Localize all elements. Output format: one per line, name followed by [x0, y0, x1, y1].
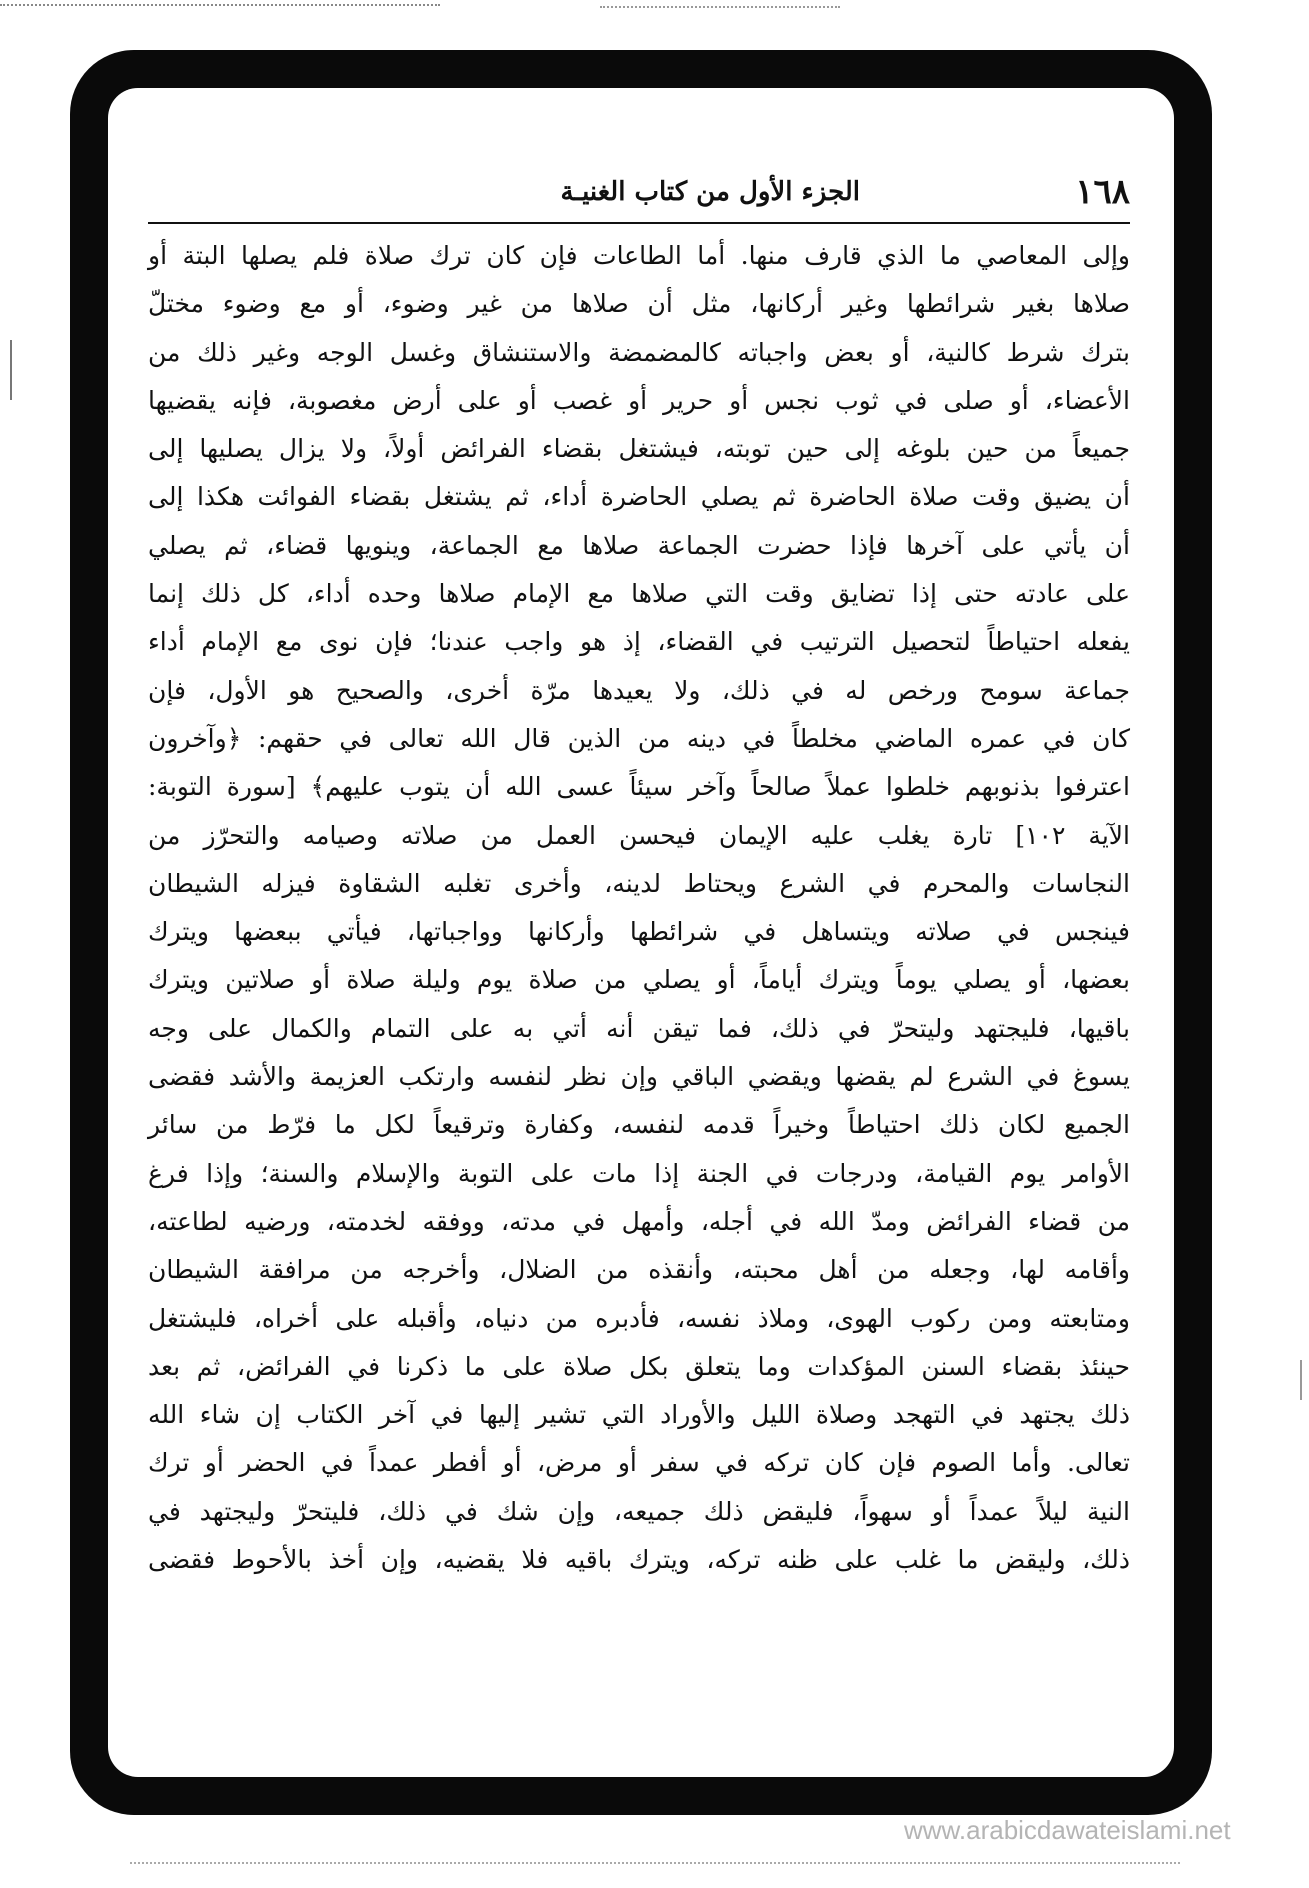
- text-line: فينجس في صلاته ويتساهل في شرائطها وأركانها وواجباتها، فيأتي ببعضها ويترك: [148, 917, 1130, 947]
- watermark: www.arabicdawateislami.net: [904, 1815, 1231, 1845]
- body-text: [148, 232, 1130, 1584]
- text-line: أن يضيق وقت صلاة الحاضرة ثم يصلي الحاضرة أداء، ثم يشتغل بقضاء الفوائت هكذا إلى: [148, 482, 1130, 512]
- text-line: كان في عمره الماضي مخلطاً في دينه من الذين قال الله تعالى في حقهم: ﴿وآخرون: [148, 723, 1130, 753]
- scan-edge-artifact: [600, 6, 840, 8]
- text-line: بترك شرط كالنية، أو بعض واجباته كالمضمضة والاستنشاق وغسل الوجه وغير ذلك من: [148, 337, 1130, 367]
- text-line: وإلى المعاصي ما الذي قارف منها. أما الطاعات فإن كان ترك صلاة فلم يصلها البتة أو: [148, 241, 1130, 270]
- text-line: بعضها، أو يصلي يوماً ويترك أياماً، أو يصلي من صلاة يوم وليلة صلاة أو صلاتين ويترك: [148, 965, 1130, 995]
- running-header: [148, 170, 1130, 214]
- scan-edge-artifact: [130, 1862, 1180, 1864]
- text-line: جميعاً من حين بلوغه إلى حين توبته، فيشتغل بقضاء الفرائض أولاً، ولا يزال يصليها إلى: [148, 434, 1130, 464]
- page-frame: [70, 50, 1231, 1845]
- text-line: الجميع لكان ذلك احتياطاً وخيراً قدمه لنفسه، وكفارة وترقيعاً لكل ما فرّط من سائر: [148, 1110, 1130, 1140]
- page-content-area: [108, 88, 1231, 1845]
- header-rule: [148, 222, 1130, 224]
- text-line: يسوغ في الشرع لم يقضها ويقضي الباقي وإن نظر لنفسه وارتكب العزيمة والأشد فقضى: [148, 1062, 1130, 1092]
- scan-edge-artifact: [10, 340, 12, 400]
- text-line: اعترفوا بذنوبهم خلطوا عملاً صالحاً وآخر سيئاً عسى الله أن يتوب عليهم﴾ [سورة التوبة:: [148, 772, 1130, 802]
- scan-edge-artifact: [1300, 1360, 1302, 1400]
- text-line: وأقامه لها، وجعله من أهل محبته، وأنقذه من الضلال، وأخرجه من مرافقة الشيطان: [148, 1255, 1130, 1285]
- text-line: ذلك يجتهد في التهجد وصلاة الليل والأوراد التي تشير إليها في آخر الكتاب إن شاء الله: [148, 1400, 1130, 1430]
- text-line: ومتابعته ومن ركوب الهوى، وملاذ نفسه، فأدبره من دنياه، وأقبله على أخراه، فليشتغل: [148, 1303, 1130, 1333]
- text-line: جماعة سومح ورخص له في ذلك، ولا يعيدها مرّة أخرى، والصحيح هو الأول، فإن: [148, 675, 1130, 705]
- text-line: على عادته حتى إذا تضايق وقت التي صلاها مع الإمام صلاها وحده أداء، كل ذلك إنما: [148, 579, 1130, 609]
- text-line: أن يأتي على آخرها فإذا حضرت الجماعة صلاها مع الجماعة، وينويها قضاء، ثم يصلي: [148, 530, 1130, 560]
- text-line: صلاها بغير شرائطها وغير أركانها، مثل أن صلاها من غير وضوء، أو مع وضوء مختلّ: [148, 289, 1130, 319]
- text-line: حينئذ بقضاء السنن المؤكدات وما يتعلق بكل صلاة على ما ذكرنا في الفرائض، ثم بعد: [148, 1351, 1130, 1381]
- scan-edge-artifact: [0, 4, 440, 6]
- running-title: الجزء الأول من كتاب الغنيـة: [560, 177, 860, 207]
- text-line: من قضاء الفرائض ومدّ الله في أجله، وأمهل في مدته، ووفقه لخدمته، ورضيه لطاعته،: [148, 1206, 1130, 1236]
- text-line: الأعضاء، أو صلى في ثوب نجس أو حرير أو غصب أو على أرض مغصوبة، فإنه يقضيها: [148, 385, 1130, 415]
- text-line: ذلك، وليقض ما غلب على ظنه تركه، ويترك باقيه فلا يقضيه، وإن أخذ بالأحوط فقضى: [148, 1545, 1130, 1575]
- page-number: ١٦٨: [1075, 172, 1130, 212]
- text-line: تعالى. وأما الصوم فإن كان تركه في سفر أو مرض، أو أفطر عمداً في الحضر أو ترك: [148, 1448, 1130, 1478]
- text-line: يفعله احتياطاً لتحصيل الترتيب في القضاء، إذ هو واجب عندنا؛ فإن نوى مع الإمام أداء: [148, 627, 1130, 657]
- text-line: باقيها، فليجتهد وليتحرّ في ذلك، فما تيقن أنه أتي به على التمام والكمال على وجه: [148, 1013, 1130, 1043]
- text-line: النجاسات والمحرم في الشرع ويحتاط لدينه، وأخرى تغلبه الشقاوة فيزله الشيطان: [148, 868, 1130, 898]
- text-line: النية ليلاً عمداً أو سهواً، فليقض ذلك جميعه، وإن شك في ذلك، فليتحرّ وليجتهد في: [148, 1496, 1130, 1526]
- text-line: الأوامر يوم القيامة، ودرجات في الجنة إذا مات على التوبة والإسلام والسنة؛ وإذا فرغ: [148, 1158, 1130, 1188]
- text-line: الآية ١٠٢] تارة يغلب عليه الإيمان فيحسن العمل من صلاته وصيامه والتحرّز من: [148, 820, 1130, 850]
